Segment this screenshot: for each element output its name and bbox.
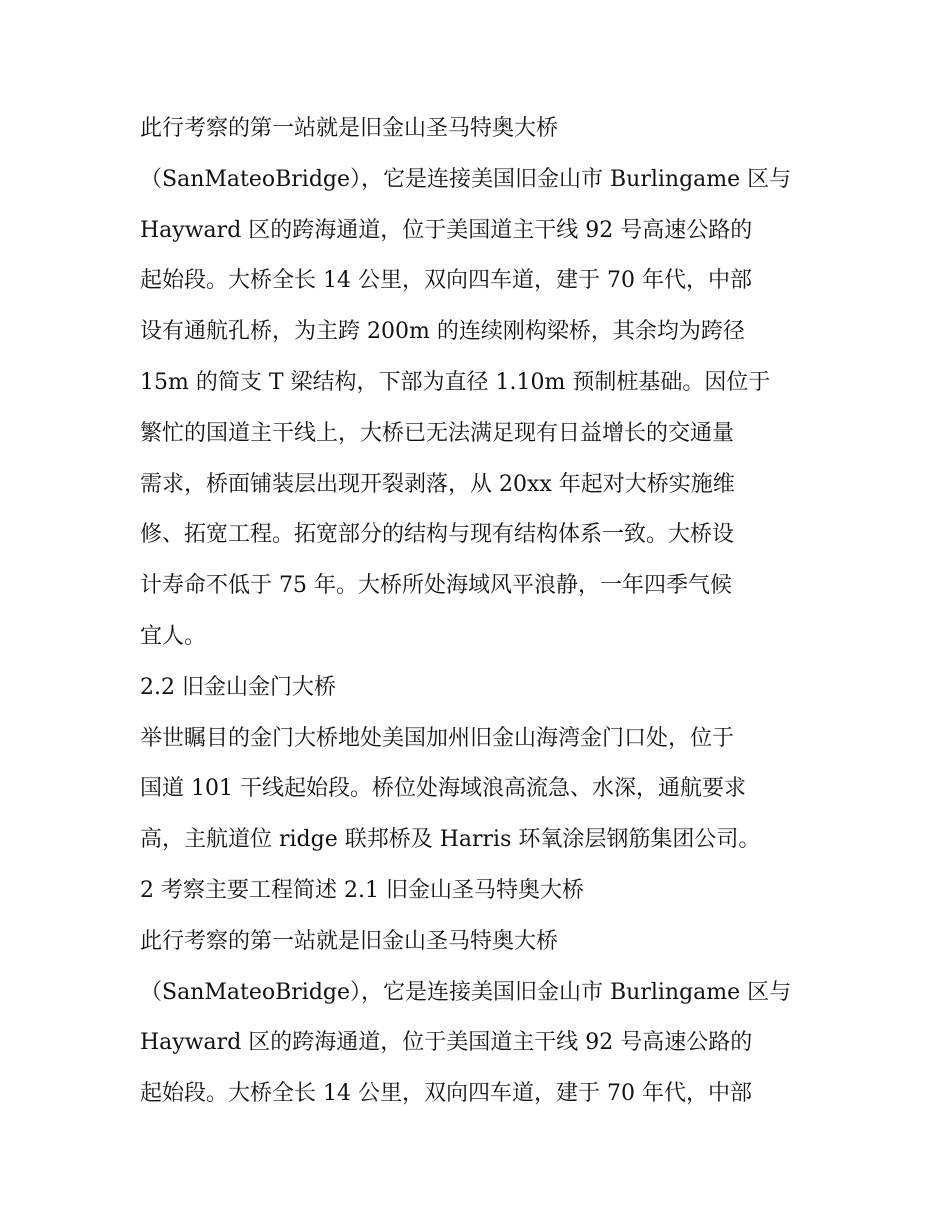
text-line: 繁忙的国道主干线上，大桥已无法满足现有日益增长的交通量 — [140, 420, 735, 446]
text-line: 计寿命不低于 75 年。大桥所处海域风平浪静，一年四季气候 — [140, 573, 732, 599]
text-line: 设有通航孔桥，为主跨 200m 的连续刚构梁桥，其余均为跨径 — [140, 319, 745, 345]
text-line: 起始段。大桥全长 14 公里，双向四车道，建于 70 年代，中部 — [140, 268, 752, 294]
text-line: 宜人。 — [140, 623, 207, 649]
text-line: 修、拓宽工程。拓宽部分的结构与现有结构体系一致。大桥设 — [140, 522, 735, 548]
section-heading: 2.2 旧金山金门大桥 — [140, 674, 336, 700]
text-line: 起始段。大桥全长 14 公里，双向四车道，建于 70 年代，中部 — [140, 1081, 752, 1107]
text-line: 此行考察的第一站就是旧金山圣马特奥大桥 — [140, 928, 559, 954]
text-line: 国道 101 干线起始段。桥位处海域浪高流急、水深，通航要求 — [140, 776, 746, 802]
text-line: 15m 的简支 T 梁结构，下部为直径 1.10m 预制桩基础。因位于 — [140, 369, 771, 395]
section-heading: 2 考察主要工程简述 2.1 旧金山圣马特奥大桥 — [140, 877, 584, 903]
text-line: 举世瞩目的金门大桥地处美国加州旧金山海湾金门口处，位于 — [140, 725, 735, 751]
text-line: （SanMateoBridge），它是连接美国旧金山市 Burlingame 区与 — [140, 979, 792, 1005]
text-line: 需求，桥面铺装层出现开裂剥落，从 20xx 年起对大桥实施维 — [140, 471, 735, 497]
document-body — [140, 104, 820, 1120]
text-line: 此行考察的第一站就是旧金山圣马特奥大桥 — [140, 116, 559, 141]
text-line: （SanMateoBridge），它是连接美国旧金山市 Burlingame 区与 — [140, 166, 792, 192]
text-line: Hayward 区的跨海通道，位于美国道主干线 92 号高速公路的 — [140, 1030, 753, 1056]
text-line: Hayward 区的跨海通道，位于美国道主干线 92 号高速公路的 — [140, 217, 753, 243]
text-line: 高，主航道位 ridge 联邦桥及 Harris 环氧涂层钢筋集团公司。 — [140, 827, 761, 853]
